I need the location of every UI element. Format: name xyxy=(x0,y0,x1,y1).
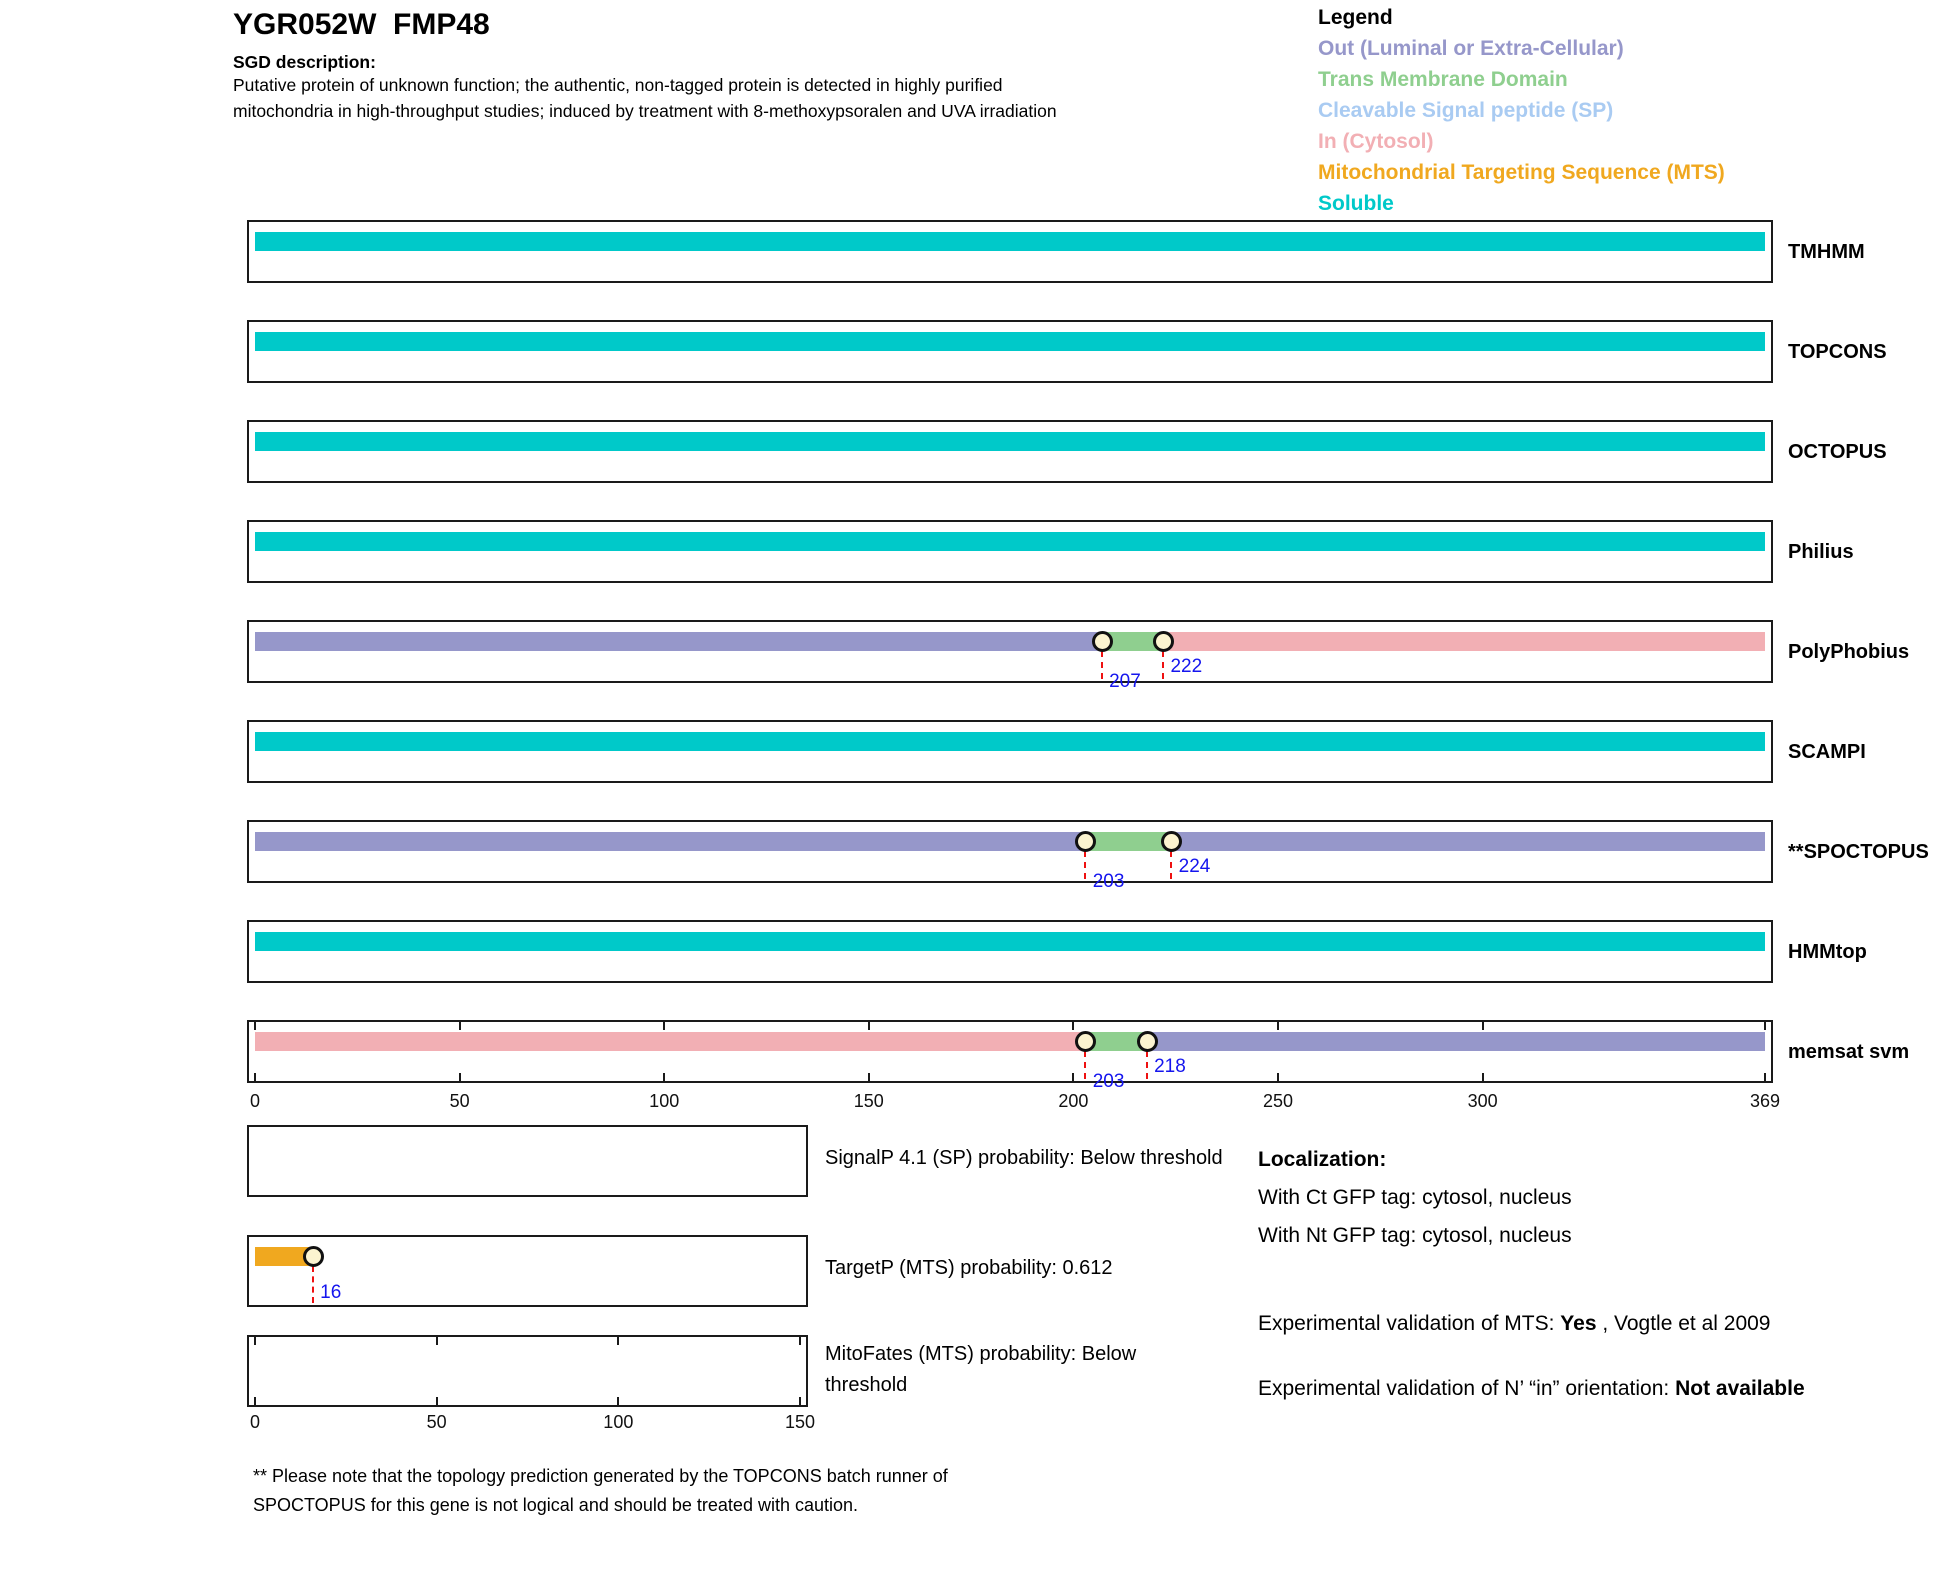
axis-tick-top-369 xyxy=(1764,1022,1766,1030)
boundary-marker-222 xyxy=(1153,631,1174,652)
track-box-topcons xyxy=(247,320,1773,383)
mts-validation-line xyxy=(1258,1312,1770,1336)
boundary-line-218 xyxy=(1146,1051,1148,1079)
boundary-marker-218 xyxy=(1137,1031,1158,1052)
small-axis-tick-top-150 xyxy=(799,1337,801,1345)
segment-memsat-svm-in-cytosol-0 xyxy=(255,1032,1086,1051)
prob-label-signalp-line-1: SignalP 4.1 (SP) probability: Below threshold xyxy=(825,1147,1223,1169)
segment-philius-soluble-0 xyxy=(255,532,1765,551)
footnote-line-1: ** Please note that the topology prediction generated by the TOPCONS batch runner of xyxy=(253,1466,948,1486)
track-box-hmmtop xyxy=(247,920,1773,983)
boundary-line-224 xyxy=(1170,851,1172,879)
boundary-line-203 xyxy=(1084,851,1086,879)
boundary-marker-16 xyxy=(303,1246,324,1267)
legend-title: Legend xyxy=(1318,6,1393,29)
sgd-description-line-1: Putative protein of unknown function; the authentic, non-tagged protein is detected in highly purified xyxy=(233,75,1003,95)
small-axis-label-150: 150 xyxy=(784,1412,816,1432)
spoctopus-footnote xyxy=(253,1462,948,1520)
mts-validation-reference: , Vogtle et al 2009 xyxy=(1596,1312,1771,1335)
small-axis-label-50: 50 xyxy=(426,1412,447,1432)
axis-tick-bottom-150 xyxy=(868,1073,870,1081)
small-axis-label-0: 0 xyxy=(249,1412,261,1432)
boundary-number-203: 203 xyxy=(1092,1071,1125,1092)
axis-tick-bottom-0 xyxy=(254,1073,256,1081)
axis-tick-top-200 xyxy=(1072,1022,1074,1030)
axis-tick-top-250 xyxy=(1277,1022,1279,1030)
boundary-marker-207 xyxy=(1092,631,1113,652)
prob-label-mitofates-line-1: MitoFates (MTS) probability: Below xyxy=(825,1343,1137,1365)
track-label-octopus: OCTOPUS xyxy=(1788,441,1887,463)
prob-box-signalp xyxy=(247,1125,808,1197)
localization-nt-gfp: With Nt GFP tag: cytosol, nucleus xyxy=(1258,1224,1572,1247)
segment-topcons-soluble-0 xyxy=(255,332,1765,351)
legend-item-mitochondrial-targeting-sequence-mts: Mitochondrial Targeting Sequence (MTS) xyxy=(1318,161,1725,184)
orientation-validation-value: Not available xyxy=(1675,1377,1805,1400)
main-axis-label-150: 150 xyxy=(853,1091,884,1111)
track-label-hmmtop: HMMtop xyxy=(1788,941,1867,963)
track-label-spoctopus: **SPOCTOPUS xyxy=(1788,841,1929,863)
main-axis-label-50: 50 xyxy=(449,1091,470,1111)
small-axis-tick-top-0 xyxy=(254,1337,256,1345)
track-box-spoctopus xyxy=(247,820,1773,892)
axis-tick-bottom-100 xyxy=(663,1073,665,1081)
sgd-description-heading: SGD description: xyxy=(233,52,376,72)
boundary-line-222 xyxy=(1162,651,1164,679)
segment-polyphobius-in-cytosol-222 xyxy=(1163,632,1765,651)
segment-memsat-svm-out-luminal-or-extra-cellular-218 xyxy=(1147,1032,1765,1051)
segment-scampi-soluble-0 xyxy=(255,732,1765,751)
track-box-tmhmm xyxy=(247,220,1773,283)
prob-label-mitofates-line-2: threshold xyxy=(825,1374,908,1396)
prob-box-mitofates xyxy=(247,1335,808,1407)
boundary-line-16 xyxy=(312,1266,314,1303)
axis-tick-bottom-250 xyxy=(1277,1073,1279,1081)
axis-tick-top-150 xyxy=(868,1022,870,1030)
legend-item-in-cytosol: In (Cytosol) xyxy=(1318,130,1434,153)
main-axis-label-369: 369 xyxy=(1749,1091,1781,1111)
main-axis-label-250: 250 xyxy=(1263,1091,1294,1111)
boundary-marker-224 xyxy=(1161,831,1182,852)
small-axis-tick-bottom-100 xyxy=(617,1397,619,1405)
legend-item-trans-membrane-domain: Trans Membrane Domain xyxy=(1318,68,1568,91)
axis-tick-bottom-369 xyxy=(1764,1073,1766,1081)
orientation-validation-prefix: Experimental validation of N’ “in” orientation: xyxy=(1258,1377,1676,1400)
small-axis-tick-bottom-150 xyxy=(799,1397,801,1405)
boundary-line-207 xyxy=(1101,651,1103,679)
legend-item-out-luminal-or-extra-cellular: Out (Luminal or Extra-Cellular) xyxy=(1318,37,1624,60)
prob-box-targetp xyxy=(247,1235,808,1307)
main-axis-label-300: 300 xyxy=(1467,1091,1498,1111)
segment-octopus-soluble-0 xyxy=(255,432,1765,451)
track-box-scampi xyxy=(247,720,1773,783)
mts-validation-value: Yes xyxy=(1560,1312,1597,1335)
axis-tick-bottom-200 xyxy=(1072,1073,1074,1081)
small-axis-label-100: 100 xyxy=(603,1412,634,1432)
small-axis-tick-bottom-0 xyxy=(254,1397,256,1405)
track-label-polyphobius: PolyPhobius xyxy=(1788,641,1910,663)
footnote-line-2: SPOCTOPUS for this gene is not logical and should be treated with caution. xyxy=(253,1495,859,1515)
main-axis-label-200: 200 xyxy=(1058,1091,1089,1111)
track-label-scampi: SCAMPI xyxy=(1788,741,1866,763)
boundary-number-16: 16 xyxy=(320,1282,342,1303)
track-box-philius xyxy=(247,520,1773,583)
axis-tick-bottom-50 xyxy=(459,1073,461,1081)
segment-spoctopus-trans-membrane-domain-203 xyxy=(1086,832,1172,851)
track-box-memsat-svm xyxy=(247,1020,1773,1092)
page-title: YGR052W FMP48 xyxy=(233,8,490,41)
boundary-number-218: 218 xyxy=(1154,1056,1186,1077)
axis-tick-top-0 xyxy=(254,1022,256,1030)
sgd-description-line-2: mitochondria in high-throughput studies; induced by treatment with 8-methoxypsoralen and UVA irradiation xyxy=(233,101,1057,121)
small-axis-tick-bottom-50 xyxy=(436,1397,438,1405)
boundary-line-203 xyxy=(1084,1051,1086,1079)
axis-tick-bottom-300 xyxy=(1482,1073,1484,1081)
boundary-number-203: 203 xyxy=(1092,871,1125,892)
track-label-memsat-svm: memsat svm xyxy=(1788,1041,1910,1063)
track-box-polyphobius xyxy=(247,620,1773,692)
main-axis-label-0: 0 xyxy=(249,1091,261,1111)
segment-spoctopus-out-luminal-or-extra-cellular-0 xyxy=(255,832,1086,851)
legend-item-cleavable-signal-peptide-sp: Cleavable Signal peptide (SP) xyxy=(1318,99,1614,122)
track-box-octopus xyxy=(247,420,1773,483)
legend-item-soluble: Soluble xyxy=(1318,192,1394,215)
boundary-number-224: 224 xyxy=(1178,856,1211,877)
small-axis-tick-top-100 xyxy=(617,1337,619,1345)
orientation-validation-line xyxy=(1258,1372,1858,1405)
axis-tick-top-100 xyxy=(663,1022,665,1030)
prob-label-targetp-line-1: TargetP (MTS) probability: 0.612 xyxy=(825,1257,1113,1279)
segment-polyphobius-out-luminal-or-extra-cellular-0 xyxy=(255,632,1102,651)
track-label-topcons: TOPCONS xyxy=(1788,341,1887,363)
track-label-tmhmm: TMHMM xyxy=(1788,241,1865,263)
small-axis-tick-top-50 xyxy=(436,1337,438,1345)
segment-tmhmm-soluble-0 xyxy=(255,232,1765,251)
axis-tick-top-50 xyxy=(459,1022,461,1030)
localization-ct-gfp: With Ct GFP tag: cytosol, nucleus xyxy=(1258,1186,1572,1209)
segment-spoctopus-out-luminal-or-extra-cellular-224 xyxy=(1172,832,1765,851)
track-label-philius: Philius xyxy=(1788,541,1854,563)
localization-heading: Localization: xyxy=(1258,1148,1387,1171)
boundary-number-222: 222 xyxy=(1170,656,1203,677)
boundary-number-207: 207 xyxy=(1109,671,1141,692)
segment-hmmtop-soluble-0 xyxy=(255,932,1765,951)
axis-tick-top-300 xyxy=(1482,1022,1484,1030)
mts-validation-prefix: Experimental validation of MTS: xyxy=(1258,1312,1561,1335)
main-axis-label-100: 100 xyxy=(649,1091,680,1111)
